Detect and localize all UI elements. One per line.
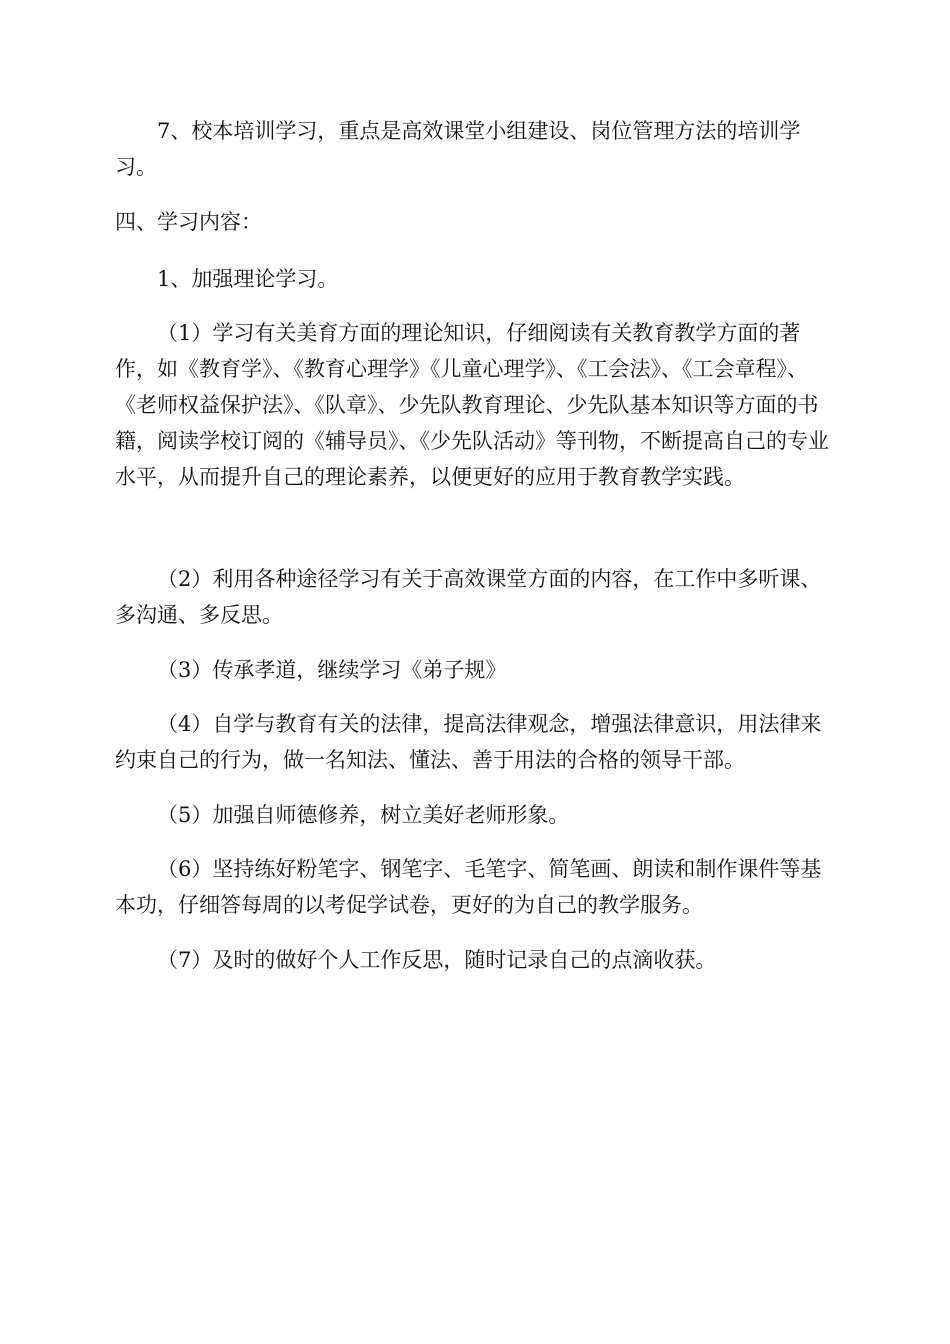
paragraph-theory-study: 1、加强理论学习。 [157,267,339,291]
paragraph-item-6: （6）坚持练好粉笔字、钢笔字、毛笔字、简笔画、朗读和制作课件等基本功，仔细答每周的以考促学试卷，更好的为自己的教学服务。 [115,857,822,917]
section-heading-study-content: 四、学习内容： [115,210,262,234]
paragraph-item-7: （7）及时的做好个人工作反思，随时记录自己的点滴收获。 [157,948,717,972]
paragraph-school-training: 7、校本培训学习，重点是高效课堂小组建设、岗位管理方法的培训学习。 [115,119,801,179]
paragraph-item-5: （5）加强自师德修养，树立美好老师形象。 [157,803,570,827]
paragraph-item-2: （2）利用各种途径学习有关于高效课堂方面的内容，在工作中多听课、多沟通、多反思。 [115,567,822,627]
paragraph-item-1: （1）学习有关美育方面的理论知识，仔细阅读有关教育教学方面的著作，如《教育学》、《教育心理学》《儿童心理学》、《工会法》、《工会章程》、《老师权益保护法》、《队章》、少先队教育理论、少先队基本知识等方面的书籍，阅读学校订阅的《辅导员》、《少先队活动》等刊物，不断提高自己的专业水平，从而提升自己的理论素养，以便更好的应用于教育教学实践。 [115,321,829,489]
paragraph-item-4: （4）自学与教育有关的法律，提高法律观念，增强法律意识，用法律来约束自己的行为，做一名知法、懂法、善于用法的合格的领导干部。 [115,712,822,772]
paragraph-item-3: （3）传承孝道，继续学习《弟子规》 [157,658,507,682]
